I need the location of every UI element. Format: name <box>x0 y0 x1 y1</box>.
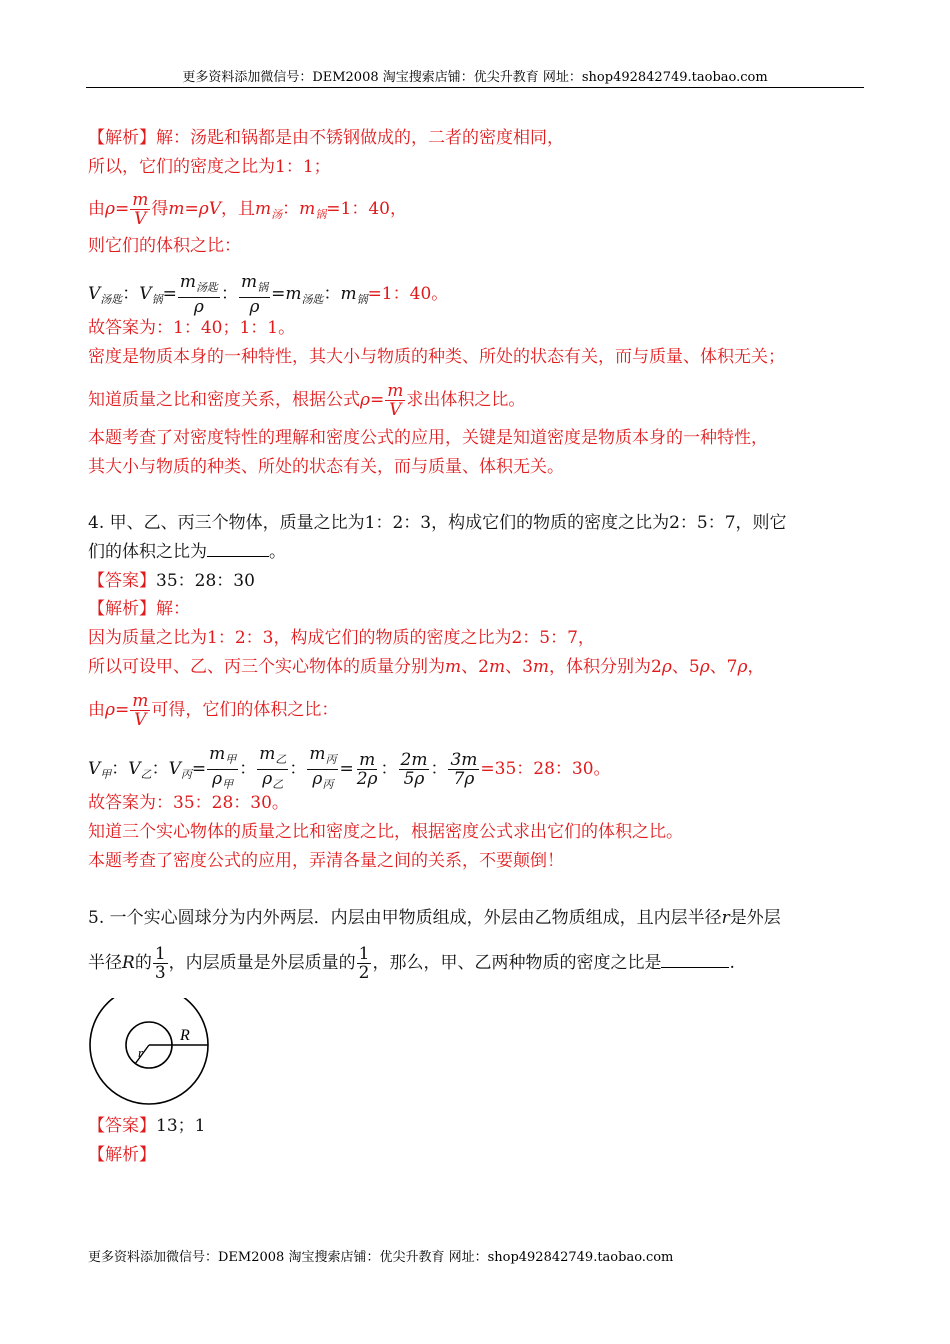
q5-answer-blank <box>661 951 729 968</box>
q4-note-line: 知道三个实心物体的质量之比和密度之比，根据密度公式求出它们的体积之比。 <box>88 822 683 842</box>
q4-analysis-line1: 因为质量之比为1：2：3，构成它们的物质的密度之比为2：5：7， <box>88 628 595 648</box>
page-header: 更多资料添加微信号：DEM2008 淘宝搜索店铺：优尖升教育 网址：shop492842749.taobao.com <box>182 70 768 85</box>
q4-answer: 【答案】35：28：30 <box>88 571 255 591</box>
q3-note-line2: 知道质量之比和密度关系，根据公式ρ= $\frac{m}{V}$ 求出体积之比。 <box>88 381 526 420</box>
page-footer: 更多资料添加微信号：DEM2008 淘宝搜索店铺：优尖升教育 网址：shop492842749.taobao.com <box>88 1250 674 1265</box>
label-R: R <box>180 1027 190 1044</box>
q4-summary-line: 本题考查了密度公式的应用，弄清各量之间的关系，不要颠倒！ <box>88 851 564 871</box>
q4-analysis-line3: 由ρ= $\frac{m}{V}$ 可得，它们的体积之比： <box>88 691 339 730</box>
outer-circle <box>90 998 208 1104</box>
q5-question-line2: 半径R的 $\frac{1}{3}$ ，内层质量是外层质量的 $\frac{1}{2}$ ，那么，甲、乙两种物质的密度之比是 . <box>88 944 735 983</box>
q4-analysis-line2: 所以可设甲、乙、丙三个实心物体的质量分别为m、2m、3m，体积分别为2ρ、5ρ、7ρ， <box>88 657 765 677</box>
q3-analysis-line3: 由ρ= $\frac{m}{V}$ 得m=ρV，且$m_汤$：$m_锅=1$：40， <box>88 190 407 229</box>
header-rule <box>86 87 864 88</box>
q3-analysis-line4: 则它们的体积之比： <box>88 236 241 256</box>
q3-summary-line1: 本题考查了对密度特性的理解和密度公式的应用，关键是知道密度是物质本身的一种特性， <box>88 428 768 448</box>
q4-analysis-label: 【解析】解： <box>88 599 190 619</box>
q3-note-line1: 密度是物质本身的一种特性，其大小与物质的种类、所处的状态有关，而与质量、体积无关； <box>88 347 785 367</box>
q5-analysis-label: 【解析】 <box>88 1145 156 1165</box>
q3-summary-line2: 其大小与物质的种类、所处的状态有关，而与质量、体积无关。 <box>88 457 564 477</box>
q3-analysis-line1: 【解析】解：汤匙和锅都是由不锈钢做成的，二者的密度相同， <box>88 128 564 148</box>
q5-answer-full: 【答案】13；1 <box>88 1116 206 1136</box>
fraction-m-over-v: $\frac{m}{V}$ <box>132 190 149 229</box>
q4-analysis-equation: $V_甲$：$V_乙$：$V_丙=$ $\frac{m_甲}{\rho_甲}$ ： $\frac{m_乙}{\rho_乙}$ ： $\frac{m_丙}{\rho_丙}$ = $\frac{m}{2\rho}$ ： $\frac{2m}{5\rho}$ ： $\frac{3m}{7\rho}$ =35：28：30。 <box>88 744 611 791</box>
q3-answer-line: 故答案为：1：40；1：1。 <box>88 318 296 338</box>
q4-answer-blank <box>207 540 269 557</box>
label-r: r <box>138 1045 144 1060</box>
q5-question-line1: 5. 一个实心圆球分为内外两层．内层由甲物质组成，外层由乙物质组成，且内层半径r是外层 <box>88 908 781 928</box>
sphere-diagram <box>88 998 210 1120</box>
q4-question-line2: 们的体积之比为 。 <box>88 542 286 562</box>
q3-analysis-line2: 所以，它们的密度之比为1：1； <box>88 157 331 177</box>
q4-question-line1: 4. 甲、乙、丙三个物体，质量之比为1：2：3，构成它们的物质的密度之比为2：5：7，则它 <box>88 513 787 533</box>
q4-answer-line: 故答案为：35：28：30。 <box>88 793 289 813</box>
q3-analysis-line5: $V_{汤匙}$：$V_锅=$ $\frac{m_{汤匙}}{\rho}$ ： $\frac{m_锅}{\rho}$ $=m_{汤匙}$：$m_锅=1$：40。 <box>88 272 449 317</box>
